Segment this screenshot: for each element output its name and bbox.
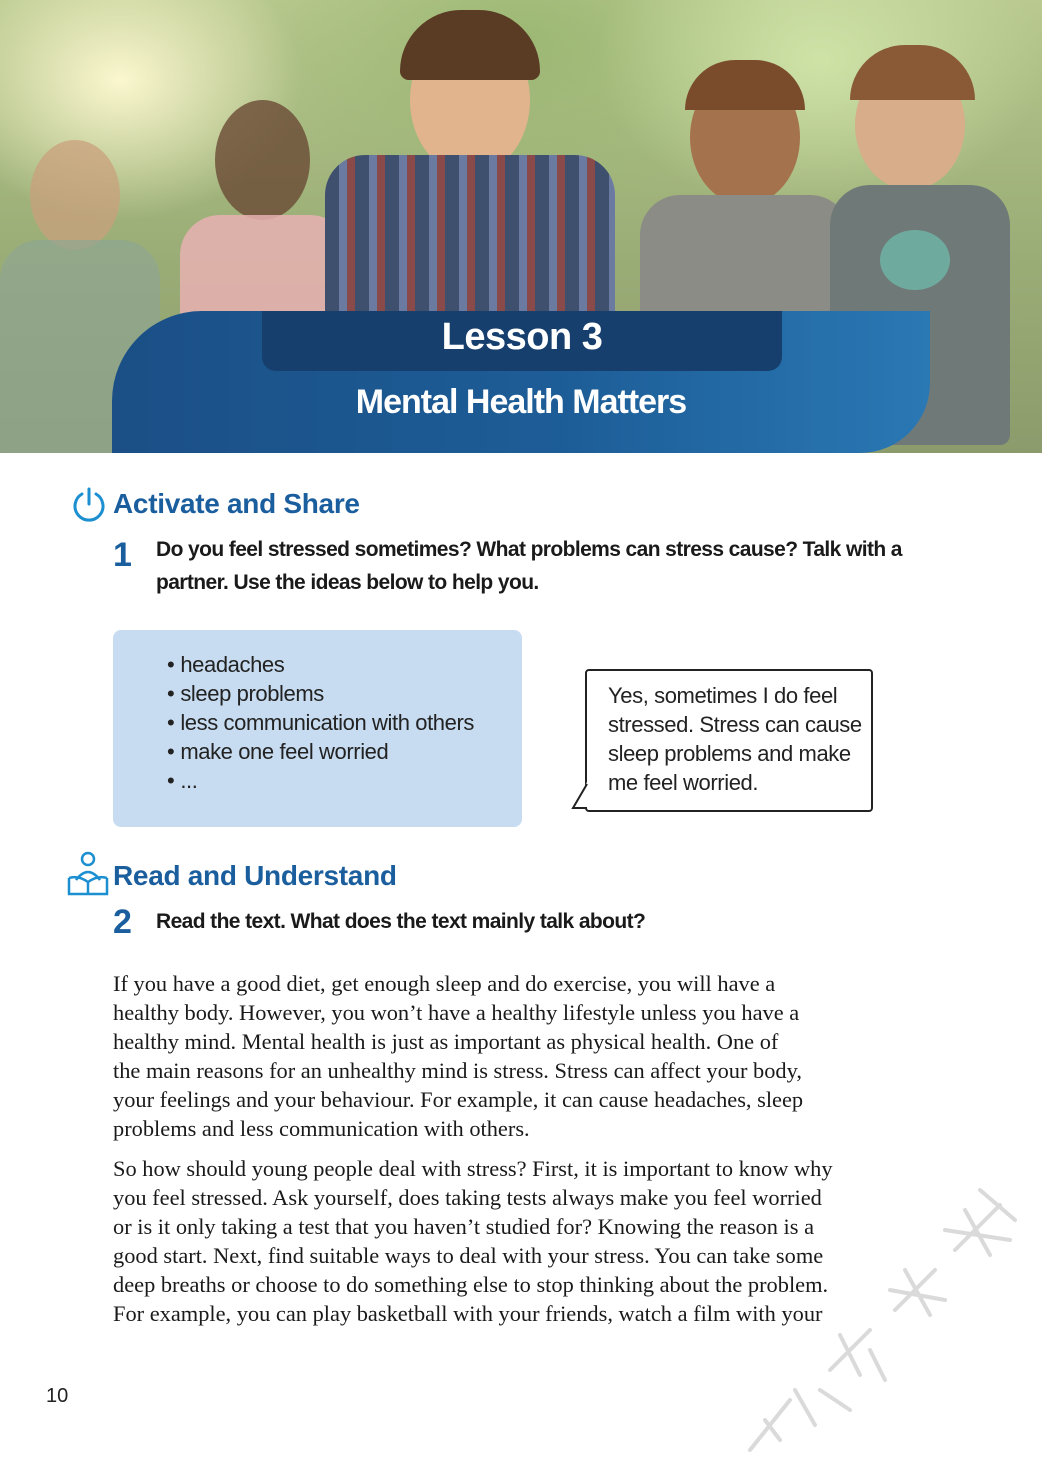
paragraph-line: you feel stressed. Ask yourself, does taking tests always make you feel worried xyxy=(113,1185,822,1210)
paragraph-line: your feelings and your behaviour. For example, it can cause headaches, sleep xyxy=(113,1087,804,1112)
speech-line: stressed. Stress can cause xyxy=(608,712,862,737)
task-1-line: partner. Use the ideas below to help you. xyxy=(156,571,539,594)
page-number: 10 xyxy=(46,1385,69,1407)
paragraph-line: problems and less communication with others. xyxy=(113,1116,530,1141)
speech-line: Yes, sometimes I do feel xyxy=(608,683,838,708)
paragraph-line: good start. Next, find suitable ways to deal with your stress. You can take some xyxy=(113,1243,824,1268)
lesson-title: Lesson 3 xyxy=(441,316,603,358)
speech-bubble-tail xyxy=(570,782,590,812)
ideas-list xyxy=(167,650,474,795)
idea-item: • ... xyxy=(167,766,474,795)
speech-line: sleep problems and make xyxy=(608,741,851,766)
hero-photo xyxy=(0,0,1042,453)
paragraph-line: deep breaths or choose to do something else to stop thinking about the problem. xyxy=(113,1272,829,1297)
reading-paragraph-1 xyxy=(113,969,953,1143)
task-number-1: 1 xyxy=(113,536,132,574)
lesson-subtitle: Mental Health Matters xyxy=(355,383,687,421)
power-icon xyxy=(70,486,108,524)
idea-item: • headaches xyxy=(167,650,474,679)
task-2-instructions: Read the text. What does the text mainly talk about? xyxy=(156,910,646,933)
activate-share-heading: Activate and Share xyxy=(113,488,360,519)
idea-item: • less communication with others xyxy=(167,708,474,737)
paragraph-line: or is it only taking a test that you haven’t studied for? Knowing the reason is a xyxy=(113,1214,815,1239)
paragraph-line: the main reasons for an unhealthy mind is stress. Stress can affect your body, xyxy=(113,1058,802,1083)
task-1-line: Do you feel stressed sometimes? What problems can stress cause? Talk with a xyxy=(156,538,902,561)
idea-item: • make one feel worried xyxy=(167,737,474,766)
task-1-instructions xyxy=(156,533,956,599)
speech-line: me feel worried. xyxy=(608,770,759,795)
reading-paragraph-2 xyxy=(113,1154,953,1328)
task-number-2: 2 xyxy=(113,903,132,941)
read-understand-heading: Read and Understand xyxy=(113,860,397,891)
paragraph-line: healthy mind. Mental health is just as important as physical health. One of xyxy=(113,1029,779,1054)
speech-bubble-text xyxy=(608,681,870,797)
paragraph-line: If you have a good diet, get enough sleep and do exercise, you will have a xyxy=(113,971,776,996)
paragraph-line: For example, you can play basketball with your friends, watch a film with your xyxy=(113,1301,823,1326)
paragraph-line: So how should young people deal with stress? First, it is important to know why xyxy=(113,1156,833,1181)
reader-icon xyxy=(66,850,110,896)
paragraph-line: healthy body. However, you won’t have a healthy lifestyle unless you have a xyxy=(113,1000,800,1025)
idea-item: • sleep problems xyxy=(167,679,474,708)
